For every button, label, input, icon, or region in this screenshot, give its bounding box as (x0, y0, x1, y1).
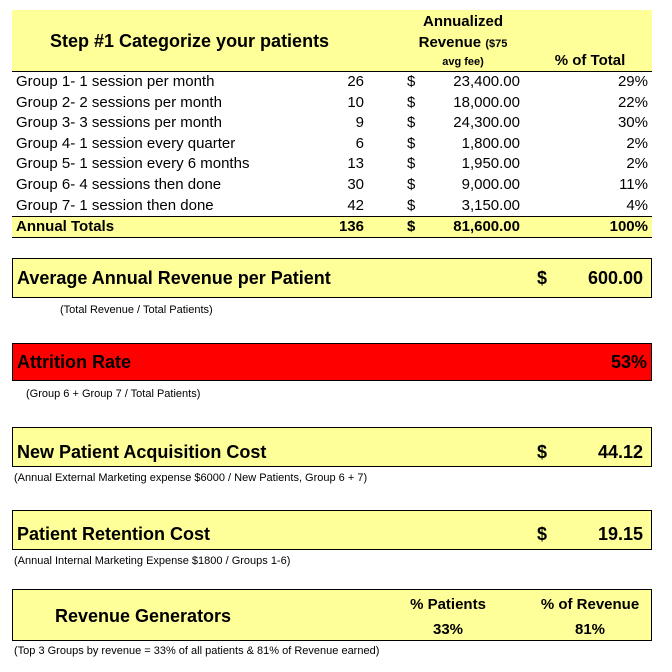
attrition-note: (Group 6 + Group 7 / Total Patients) (26, 388, 201, 400)
acquisition-note: (Annual External Marketing expense $6000 / New Patients, Group 6 + 7) (14, 472, 368, 484)
table-row (12, 72, 652, 92)
group-pct: 2% (626, 134, 648, 152)
retention-value: 19.15 (597, 524, 643, 544)
group-count: 9 (355, 114, 364, 132)
group-revenue: 1,800.00 (461, 134, 520, 152)
generators-pct-patients-label: % Patients (410, 596, 486, 613)
group-label: Group 1- 1 session per month (16, 73, 215, 90)
group-revenue: 23,400.00 (453, 73, 520, 90)
group-count: 13 (347, 155, 364, 173)
group-revenue: 1,950.00 (461, 155, 520, 173)
table-row (12, 154, 652, 174)
generators-pct-patients: 33% (432, 621, 464, 638)
attrition-label: Attrition Rate (17, 352, 131, 372)
pct-total-header: % of Total (554, 52, 626, 69)
group-revenue: 3,150.00 (461, 196, 520, 214)
group-pct: 11% (619, 176, 648, 193)
generators-label: Revenue Generators (55, 606, 232, 626)
retention-box (12, 510, 652, 550)
group-label: Group 4- 1 session every quarter (16, 134, 236, 152)
group-currency: $ (407, 155, 416, 173)
group-label: Group 6- 4 sessions then done (16, 176, 222, 193)
table-row (12, 196, 652, 216)
group-count: 30 (347, 176, 364, 193)
avg-revenue-note: (Total Revenue / Total Patients) (60, 304, 213, 316)
annualized-revenue-word: Revenue (418, 34, 482, 51)
page-title: Step #1 Categorize your patients (50, 31, 330, 51)
annualized-header-line1: Annualized (422, 13, 503, 30)
totals-label: Annual Totals (16, 218, 115, 235)
group-label: Group 3- 3 sessions per month (16, 114, 222, 132)
totals-revenue: 81,600.00 (453, 218, 520, 235)
group-revenue: 9,000.00 (461, 176, 520, 193)
totals-pct: 100% (609, 218, 648, 235)
group-pct: 22% (617, 93, 648, 111)
group-label: Group 7- 1 session then done (16, 196, 214, 214)
retention-currency: $ (537, 524, 548, 544)
group-currency: $ (407, 73, 416, 90)
totals-currency: $ (407, 218, 416, 235)
group-count: 6 (355, 134, 364, 152)
generators-note: (Top 3 Groups by revenue = 33% of all patients & 81% of Revenue earned) (14, 645, 380, 657)
group-pct: 29% (617, 73, 648, 90)
table-row (12, 175, 652, 195)
annualized-fee-part1: ($75 (485, 38, 508, 50)
totals-count: 136 (338, 218, 364, 235)
table-row (12, 113, 652, 133)
group-currency: $ (407, 93, 416, 111)
group-pct: 4% (626, 196, 648, 214)
avg-revenue-box (12, 258, 652, 298)
annualized-fee-part2: avg fee) (442, 56, 484, 68)
acquisition-box (12, 427, 652, 467)
retention-label: Patient Retention Cost (17, 524, 211, 544)
group-pct: 30% (617, 114, 648, 132)
attrition-value: 53% (610, 352, 647, 372)
group-currency: $ (407, 134, 416, 152)
table-row (12, 93, 652, 113)
annualized-header-line2 (400, 34, 526, 51)
acquisition-value: 44.12 (597, 442, 643, 462)
avg-revenue-label: Average Annual Revenue per Patient (17, 268, 331, 288)
generators-pct-revenue: 81% (574, 621, 606, 638)
group-label: Group 2- 2 sessions per month (16, 93, 222, 111)
retention-note: (Annual Internal Marketing Expense $1800 / Groups 1-6) (14, 555, 291, 567)
group-currency: $ (407, 196, 416, 214)
group-label: Group 5- 1 session every 6 months (16, 155, 250, 173)
group-count: 26 (347, 73, 364, 90)
group-count: 42 (347, 196, 364, 214)
table-row (12, 134, 652, 154)
group-currency: $ (407, 114, 416, 132)
group-pct: 2% (626, 155, 648, 173)
group-revenue: 18,000.00 (453, 93, 520, 111)
group-revenue: 24,300.00 (453, 114, 520, 132)
generators-pct-revenue-label: % of Revenue (540, 596, 640, 613)
acquisition-currency: $ (537, 442, 548, 462)
attrition-box (12, 343, 652, 381)
avg-revenue-currency: $ (537, 268, 548, 288)
group-currency: $ (407, 176, 416, 193)
avg-revenue-value: 600.00 (587, 268, 643, 288)
totals-row (12, 216, 652, 238)
acquisition-label: New Patient Acquisition Cost (17, 442, 267, 462)
generators-box (12, 589, 652, 641)
group-count: 10 (347, 93, 364, 111)
